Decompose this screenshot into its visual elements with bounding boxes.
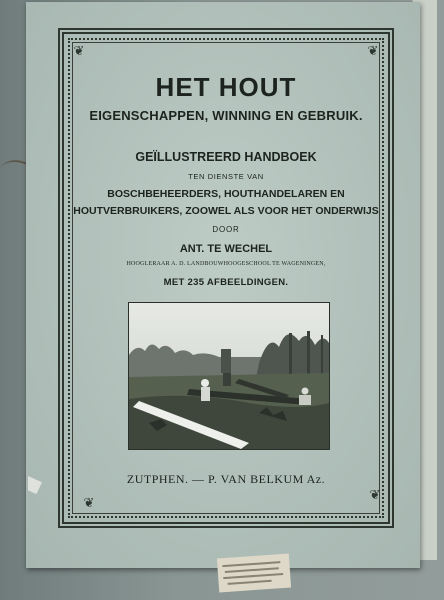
clipping-text-lines (220, 557, 288, 590)
corner-ornament-icon: ❦ (83, 495, 95, 510)
door-text: DOOR (212, 225, 240, 234)
newspaper-clipping-scrap (217, 554, 291, 593)
book-subtitle: EIGENSCHAPPEN, WINNING EN GEBRUIK. (89, 108, 363, 123)
author-name: ANT. TE WECHEL (179, 243, 273, 255)
corner-ornament-icon: ❦ (367, 43, 379, 58)
audience-line-1: BOSCHBEHEERDERS, HOUTHANDELAREN EN (107, 188, 345, 200)
handbook-heading: GEÏLLUSTREERD HANDBOEK (135, 150, 317, 164)
illustrations-count: MET 235 AFBEELDINGEN. (163, 277, 289, 288)
book-title: HET HOUT (155, 72, 297, 102)
forest-scene-image (129, 303, 329, 449)
ten-dienste-text: TEN DIENSTE VAN (188, 172, 264, 181)
publisher-line: ZUTPHEN. — P. VAN BELKUM Az. (126, 472, 326, 486)
corner-ornament-icon: ❦ (73, 43, 85, 58)
corner-ornament-icon: ❦ (369, 487, 381, 502)
forest-photograph (128, 302, 330, 450)
audience-line-2: HOUTVERBRUIKERS, ZOOWEL ALS VOOR HET ONDERWIJS (73, 205, 379, 217)
author-affiliation: HOOGLERAAR A. D. LANDBOUWHOOGESCHOOL TE WAGENINGEN, (126, 261, 326, 267)
